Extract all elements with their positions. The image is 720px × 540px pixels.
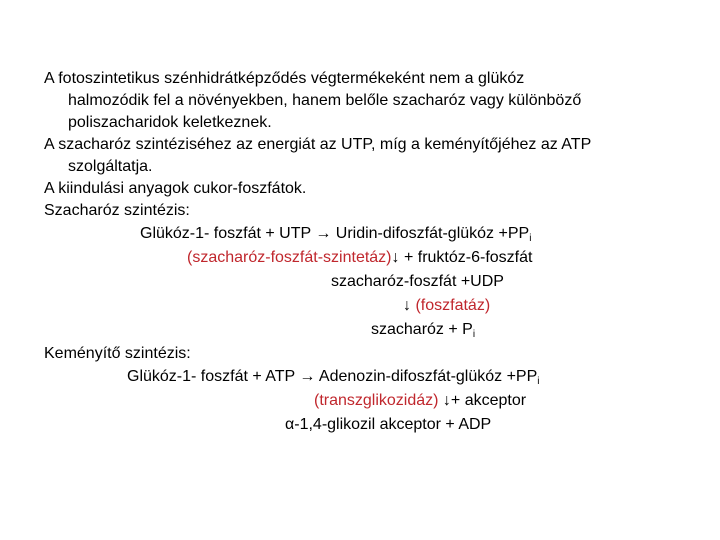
sucrose-eq1-text: Glükóz-1- foszfát + UTP → Uridin-difoszfát-glükóz +PP (140, 225, 530, 242)
enzyme-phosphatase: (foszfatáz) (415, 297, 491, 314)
sucrose-step-2 (403, 296, 490, 316)
starch-eq1-subscript: i (537, 376, 540, 387)
enzyme-transglycosidase: (transzglikozidáz) (314, 392, 439, 409)
sucrose-final-text: szacharóz + P (371, 321, 473, 338)
sucrose-eq2-rest: ↓ + fruktóz-6-foszfát (391, 249, 533, 266)
sucrose-eq1-subscript: i (529, 233, 532, 244)
intro-p3: A kiindulási anyagok cukor-foszfátok. (44, 180, 307, 197)
sucrose-equation-1 (140, 224, 531, 244)
sucrose-equation-2 (187, 248, 532, 268)
intro-p1-line1: A fotoszintetikus szénhidrátképződés végtermékeként nem a glükóz (44, 70, 525, 87)
down-arrow-icon: ↓ (403, 297, 416, 314)
sucrose-heading: Szacharóz szintézis: (44, 202, 190, 219)
intro-p2-line1: A szacharóz szintéziséhez az energiát az UTP, míg a keményítőjéhez az ATP (44, 136, 592, 153)
sucrose-final (371, 320, 475, 340)
starch-final: α-1,4-glikozil akceptor + ADP (285, 416, 492, 433)
intro-p1-line2: halmozódik fel a növényekben, hanem belőle szacharóz vagy különböző (68, 92, 582, 109)
sucrose-product-1: szacharóz-foszfát +UDP (331, 273, 504, 290)
sucrose-final-subscript: i (472, 329, 476, 340)
intro-p1-line3: poliszacharidok keletkeznek. (68, 114, 272, 131)
intro-p2-line2: szolgáltatja. (68, 158, 153, 175)
starch-eq2-rest: ↓+ akceptor (438, 392, 527, 409)
starch-heading: Keményítő szintézis: (44, 345, 191, 362)
starch-eq1-text: Glükóz-1- foszfát + ATP → Adenozin-difoszfát-glükóz +PP (127, 368, 538, 385)
starch-equation-1 (127, 367, 540, 387)
enzyme-sucrose-phosphate-synthase: (szacharóz-foszfát-szintetáz) (187, 249, 392, 266)
starch-equation-2 (314, 391, 526, 411)
